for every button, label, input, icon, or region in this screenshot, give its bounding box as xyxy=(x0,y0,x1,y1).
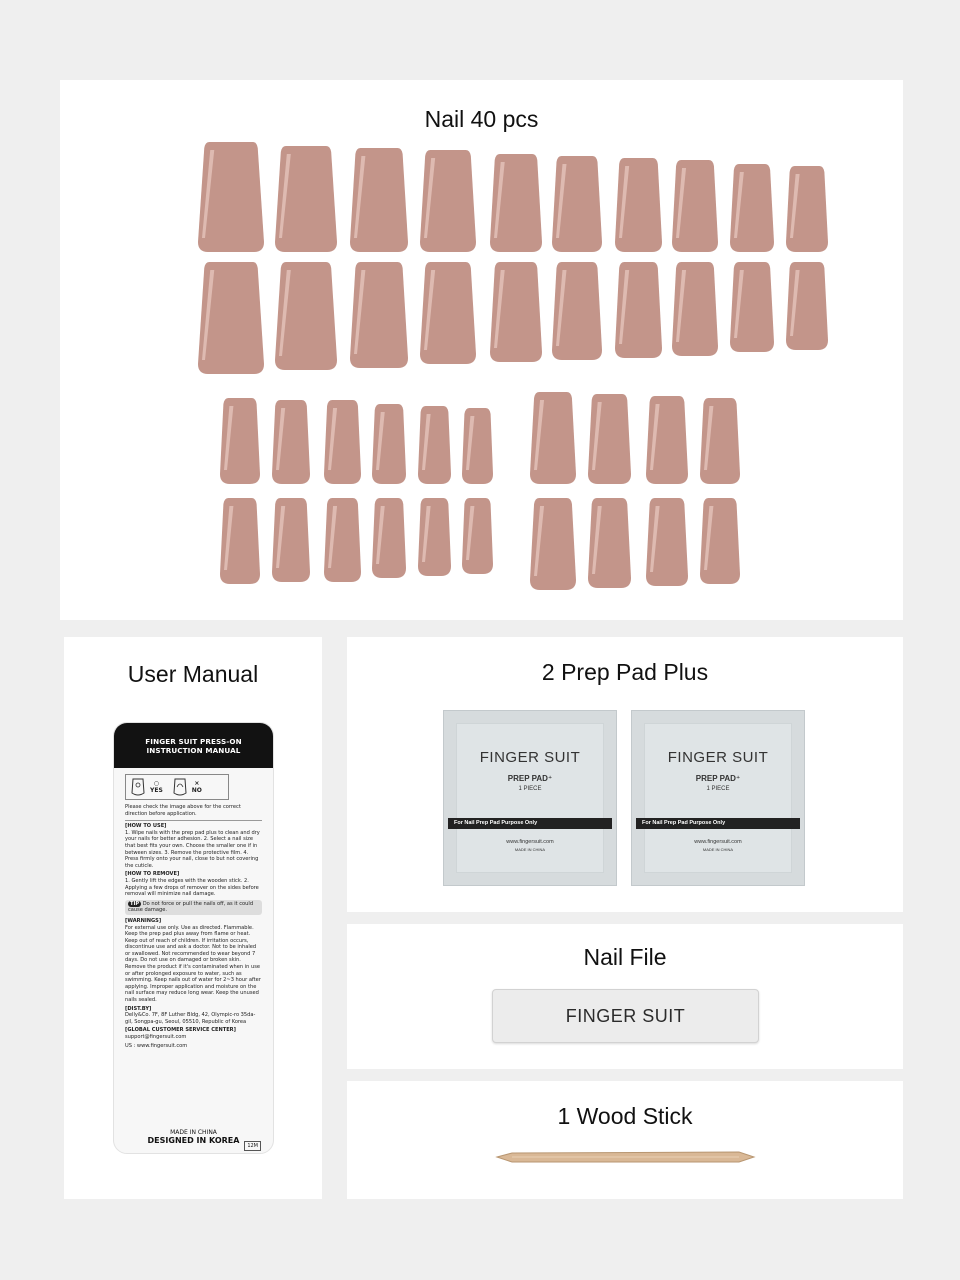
yes-example xyxy=(129,777,163,797)
card-title-line-2: INSTRUCTION MANUAL xyxy=(146,745,241,755)
press-on-nail xyxy=(646,498,688,586)
press-on-nail xyxy=(272,400,310,484)
packet-brand: FINGER SUIT xyxy=(479,749,581,766)
card-body xyxy=(114,768,273,1049)
press-on-nail xyxy=(372,404,406,484)
dist-heading: [DIST.BY] xyxy=(125,1005,152,1012)
cs-heading: [GLOBAL CUSTOMER SERVICE CENTER] xyxy=(125,1027,236,1034)
press-on-nail xyxy=(462,498,493,574)
remove-text: 1. Gently lift the edges with the wooden stick. 2. Applying a few drops of remover on the sides before removal will minimize nail damage. xyxy=(125,877,259,898)
press-on-nail xyxy=(350,148,408,252)
tip-box xyxy=(125,900,262,915)
prep-title: 2 Prep Pad Plus xyxy=(541,659,709,685)
nails-title: Nail 40 pcs xyxy=(424,106,539,132)
stick-title: 1 Wood Stick xyxy=(557,1103,693,1129)
tip-text: Do not force or pull the nails off, as it could cause damage. xyxy=(128,900,254,914)
press-on-nail xyxy=(552,156,602,252)
made-in-label: MADE IN CHINA xyxy=(170,1129,217,1136)
shelf-life-badge: 12M xyxy=(244,1141,261,1151)
us-line: US : www.fingersuit.com xyxy=(125,1042,188,1049)
circle-icon: ○ xyxy=(153,780,159,787)
nail-body xyxy=(700,498,740,584)
press-on-nail xyxy=(786,262,828,350)
packet-url: www.fingersuit.com xyxy=(506,839,554,845)
packet-made-in: MADE IN CHINA xyxy=(514,847,546,852)
nail-body xyxy=(646,498,688,586)
nail-body xyxy=(372,498,406,578)
no-label: NO xyxy=(191,787,202,794)
packet-qty: 1 PIECE xyxy=(518,786,542,792)
nail-body xyxy=(462,408,493,484)
press-on-nail xyxy=(490,154,542,252)
press-on-nail xyxy=(275,262,337,370)
nail-yes-icon xyxy=(129,777,147,797)
manual-panel xyxy=(64,637,322,1199)
warnings-text: For external use only. Use as directed. Flammable. Keep the prep pad plus away from flame or heat. Keep out of reach of children. If irritation occurs, discontinue use and ask a doctor. Not to be inhaled or swallowed. Not recommended to wear beyond 7 days. Do not use on damaged or broken skin. Remove the product if it's contaminated when in use or after prolonged exposure to water, such as swimming. Keep nails out of water for 2~3 hour after applying. Improper application and moisture on the nail surface may reduce long wear. Keep the unused nails sealed. xyxy=(125,924,261,1004)
press-on-nail xyxy=(700,398,740,484)
nail-body xyxy=(646,396,688,484)
file-title: Nail File xyxy=(583,944,667,970)
card-title-line-1: FINGER SUIT PRESS-ON xyxy=(145,736,242,746)
press-on-nail xyxy=(350,262,408,368)
packet-brand: FINGER SUIT xyxy=(667,749,769,766)
wood-stick-panel xyxy=(347,1081,903,1199)
nail-body xyxy=(730,164,774,252)
nails-grid xyxy=(60,80,903,620)
press-on-nail xyxy=(552,262,602,360)
nail-body xyxy=(272,498,310,582)
press-on-nail xyxy=(530,498,576,590)
press-on-nail xyxy=(324,400,361,484)
packet-name: PREP PAD⁺ xyxy=(695,774,741,783)
packet-name: PREP PAD⁺ xyxy=(507,774,553,783)
x-icon: × xyxy=(194,780,200,787)
press-on-nail xyxy=(420,262,476,364)
nail-body xyxy=(588,498,631,588)
press-on-nail xyxy=(220,398,260,484)
cs-email: support@fingersuit.com xyxy=(125,1034,187,1040)
nail-body xyxy=(372,404,406,484)
packet-purpose-bar: For Nail Prep Pad Purpose Only xyxy=(636,818,800,829)
remove-heading: [HOW TO REMOVE] xyxy=(125,871,180,878)
no-example xyxy=(171,777,202,797)
warnings-heading: [WARNINGS] xyxy=(125,917,162,924)
press-on-nail xyxy=(786,166,828,252)
yes-no-diagram xyxy=(125,774,229,800)
press-on-nail xyxy=(646,396,688,484)
nail-body xyxy=(324,498,361,582)
press-on-nail xyxy=(490,262,542,362)
press-on-nail xyxy=(418,406,451,484)
press-on-nail xyxy=(198,262,264,374)
press-on-nail xyxy=(372,498,406,578)
press-on-nail xyxy=(420,150,476,252)
nail-file xyxy=(492,989,759,1043)
nail-body xyxy=(730,262,774,352)
check-note: Please check the image above for the correct direction before application. xyxy=(125,804,241,817)
press-on-nail xyxy=(615,262,662,358)
nail-body xyxy=(220,398,260,484)
packet-purpose-bar: For Nail Prep Pad Purpose Only xyxy=(448,818,612,829)
yes-label: YES xyxy=(150,787,163,794)
nail-body xyxy=(220,498,260,584)
press-on-nail xyxy=(730,262,774,352)
press-on-nail xyxy=(730,164,774,252)
press-on-nail xyxy=(272,498,310,582)
press-on-nail xyxy=(198,142,264,252)
prep-pad-packet xyxy=(443,710,617,886)
press-on-nail xyxy=(588,394,631,484)
file-label: FINGER SUIT xyxy=(565,1006,686,1026)
press-on-nail xyxy=(672,160,718,252)
wood-stick-graphic xyxy=(347,1081,903,1199)
nail-body xyxy=(418,406,451,484)
press-on-nail xyxy=(220,498,260,584)
nails-panel xyxy=(60,80,903,620)
press-on-nail xyxy=(672,262,718,356)
nail-body xyxy=(324,400,361,484)
press-on-nail xyxy=(418,498,451,576)
nail-body xyxy=(462,498,493,574)
nail-body xyxy=(700,398,740,484)
press-on-nail xyxy=(462,408,493,484)
howto-heading: [HOW TO USE] xyxy=(125,820,262,830)
nail-no-icon xyxy=(171,777,189,797)
designed-in-label: DESIGNED IN KOREA xyxy=(147,1136,240,1145)
press-on-nail xyxy=(700,498,740,584)
prep-pad-packet xyxy=(631,710,805,886)
dist-text: Delly&Co. 7F, 8F Luther Bldg, 42, Olympic-ro 35da-gil, Songpa-gu, Seoul, 05510, Republic of Korea xyxy=(125,1012,256,1025)
packet-made-in: MADE IN CHINA xyxy=(702,847,734,852)
nail-file-panel xyxy=(347,924,903,1069)
nail-body xyxy=(418,498,451,576)
tip-badge: TIP xyxy=(130,900,140,907)
instruction-card xyxy=(113,722,274,1154)
press-on-nail xyxy=(530,392,576,484)
manual-title: User Manual xyxy=(127,661,259,687)
press-on-nail xyxy=(615,158,662,252)
press-on-nail xyxy=(588,498,631,588)
packet-qty: 1 PIECE xyxy=(706,786,730,792)
nail-body xyxy=(588,394,631,484)
howto-text: 1. Wipe nails with the prep pad plus to clean and dry your nails for better adhesion. 2. Select a nail size that best fits your own. Choose the smaller one if in between sizes. 3. Remove the protective film. 4. Press firmly onto your nail, close to but not covering the cuticle. xyxy=(125,829,260,869)
nail-body xyxy=(786,262,828,350)
press-on-nail xyxy=(275,146,337,252)
press-on-nail xyxy=(324,498,361,582)
card-header xyxy=(114,723,273,768)
nail-body xyxy=(272,400,310,484)
packet-url: www.fingersuit.com xyxy=(694,839,742,845)
nail-body xyxy=(786,166,828,252)
prep-pad-panel xyxy=(347,637,903,912)
